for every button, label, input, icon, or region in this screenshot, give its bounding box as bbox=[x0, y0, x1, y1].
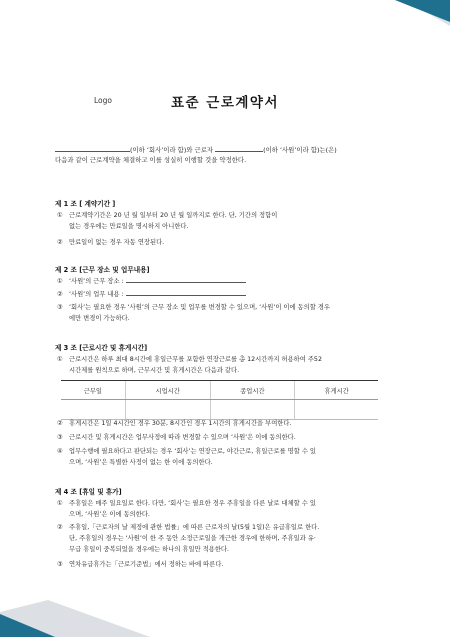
item-text: 휴게시간은 1일 4시간인 경우 30분, 8시간인 경우 1시간의 휴게시간을 부여한다. bbox=[69, 420, 292, 427]
item-text: 업무수행에 필요하다고 판단되는 경우 ‘회사’는 연장근로, 야간근로, 휴일근로를 명할 수 있 bbox=[69, 448, 317, 455]
item-text: ‘사원’의 근무 장소 : bbox=[69, 278, 124, 285]
item-text-cont: 에만 변경이 가능하다. bbox=[69, 315, 130, 322]
item-text-cont: 시간제를 원칙으로 하며, 근무시간 및 휴게시간은 다음과 같다. bbox=[69, 367, 240, 374]
item-text-cont: 단, 주휴일의 경우는 ‘사원’이 한 주 동안 소정근로일을 개근한 경우에 한하며, 주휴일과 유· bbox=[69, 535, 316, 542]
section-3-item-2 bbox=[57, 418, 400, 429]
item-number: ① bbox=[57, 278, 63, 285]
intro-text-a: (이하 ‘회사’이라 함)와 근로자 bbox=[130, 146, 214, 154]
section-4-item-3 bbox=[57, 559, 400, 570]
item-text: 만료일이 없는 경우 자동 연장된다. bbox=[69, 239, 165, 246]
table-cell[interactable] bbox=[210, 400, 295, 420]
working-hours-table bbox=[61, 380, 378, 420]
item-text-cont: 으며, ‘사원’은 이에 동의한다. bbox=[69, 511, 150, 518]
section-3-item-4 bbox=[57, 446, 400, 468]
job-description-field[interactable] bbox=[126, 289, 246, 296]
section-3-item-1 bbox=[57, 354, 400, 376]
section-4-title: 제 4 조 [휴일 및 휴가] bbox=[55, 488, 122, 496]
item-text: 근로시간은 하루 최대 8시간에 휴일근무를 포함한 연장근로를 총 12시간까지 허용하여 주52 bbox=[69, 356, 322, 363]
item-number: ② bbox=[57, 291, 63, 298]
section-2-item-2 bbox=[57, 289, 400, 300]
section-3-title: 제 3 조 [근로시간 및 휴게시간] bbox=[55, 344, 148, 352]
section-3-item-3 bbox=[57, 432, 400, 443]
table-cell[interactable] bbox=[61, 400, 125, 420]
section-1-title: 제 1 조 [ 계약기간 ] bbox=[55, 200, 116, 208]
section-4-item-2 bbox=[57, 522, 400, 555]
intro-text-line2: 다음과 같이 근로계약을 체결하고 이를 성실히 이행할 것을 약정한다. bbox=[55, 156, 247, 164]
table-row bbox=[61, 400, 378, 420]
table-cell[interactable] bbox=[295, 400, 378, 420]
intro-text-b: (이하 ‘사원’이라 함)는(은) bbox=[263, 146, 337, 154]
section-4-item-1 bbox=[57, 498, 400, 520]
item-number: ③ bbox=[57, 304, 63, 311]
item-number: ④ bbox=[57, 448, 63, 455]
table-header-row bbox=[61, 381, 378, 400]
work-location-field[interactable] bbox=[126, 276, 246, 283]
item-text-cont: 없는 경우에는 만료일을 명시하지 아니한다. bbox=[69, 223, 189, 230]
item-number: ① bbox=[57, 356, 63, 363]
item-number: ① bbox=[57, 500, 63, 507]
intro-paragraph bbox=[55, 145, 400, 165]
item-number: ③ bbox=[57, 434, 63, 441]
item-number: ② bbox=[57, 524, 63, 531]
column-header: 근무일 bbox=[61, 381, 125, 400]
item-text: ‘사원’의 업무 내용 : bbox=[69, 291, 124, 298]
section-2-item-3 bbox=[57, 302, 400, 324]
section-1-item-1 bbox=[57, 210, 400, 232]
item-text: 주휴일,「근로자의 날 제정에 관한 법률」에 따른 근로자의 날(5월 1일)은 유급휴일로 한다. bbox=[69, 524, 320, 531]
section-2-item-1 bbox=[57, 276, 400, 287]
section-1-item-2 bbox=[57, 237, 400, 248]
logo: Logo bbox=[94, 96, 112, 105]
section-2-title: 제 2 조 [근무 장소 및 업무내용] bbox=[55, 266, 150, 274]
column-header: 종업시간 bbox=[210, 381, 295, 400]
company-name-blank[interactable] bbox=[55, 145, 130, 152]
item-text: 근로계약기간은 20 년 월 일부터 20 년 월 일까지로 한다. 단, 기간의 정함이 bbox=[69, 212, 278, 219]
item-text: ‘회사’는 필요한 경우 ‘사원’의 근무 장소 및 업무를 변경할 수 있으며, ‘사원’이 이에 동의할 경우 bbox=[69, 304, 331, 311]
column-header: 시업시간 bbox=[125, 381, 210, 400]
column-header: 휴게시간 bbox=[295, 381, 378, 400]
item-text-cont: 무급 휴일이 중복되었을 경우에는 하나의 휴일만 적용한다. bbox=[69, 546, 229, 553]
item-number: ① bbox=[57, 212, 63, 219]
item-number: ③ bbox=[57, 561, 63, 568]
employee-name-blank[interactable] bbox=[215, 145, 263, 152]
item-text: 주휴일은 매주 일요일로 한다. 다만, ‘회사’는 필요한 경우 주휴일을 다른 날로 대체할 수 있 bbox=[69, 500, 316, 507]
item-number: ② bbox=[57, 239, 63, 246]
document-title: 표준 근로계약서 bbox=[171, 95, 279, 111]
item-text-cont: 으며, ‘사원’은 특별한 사정이 없는 한 이에 동의한다. bbox=[69, 459, 213, 466]
item-text: 근로시간 및 휴게시간은 업무사정에 따라 변경할 수 있으며 ‘사원’은 이에 동의한다. bbox=[69, 434, 296, 441]
table-cell[interactable] bbox=[125, 400, 210, 420]
item-number: ② bbox=[57, 420, 63, 427]
item-text: 연차유급휴가는「근로기준법」에서 정하는 바에 따른다. bbox=[69, 561, 224, 568]
